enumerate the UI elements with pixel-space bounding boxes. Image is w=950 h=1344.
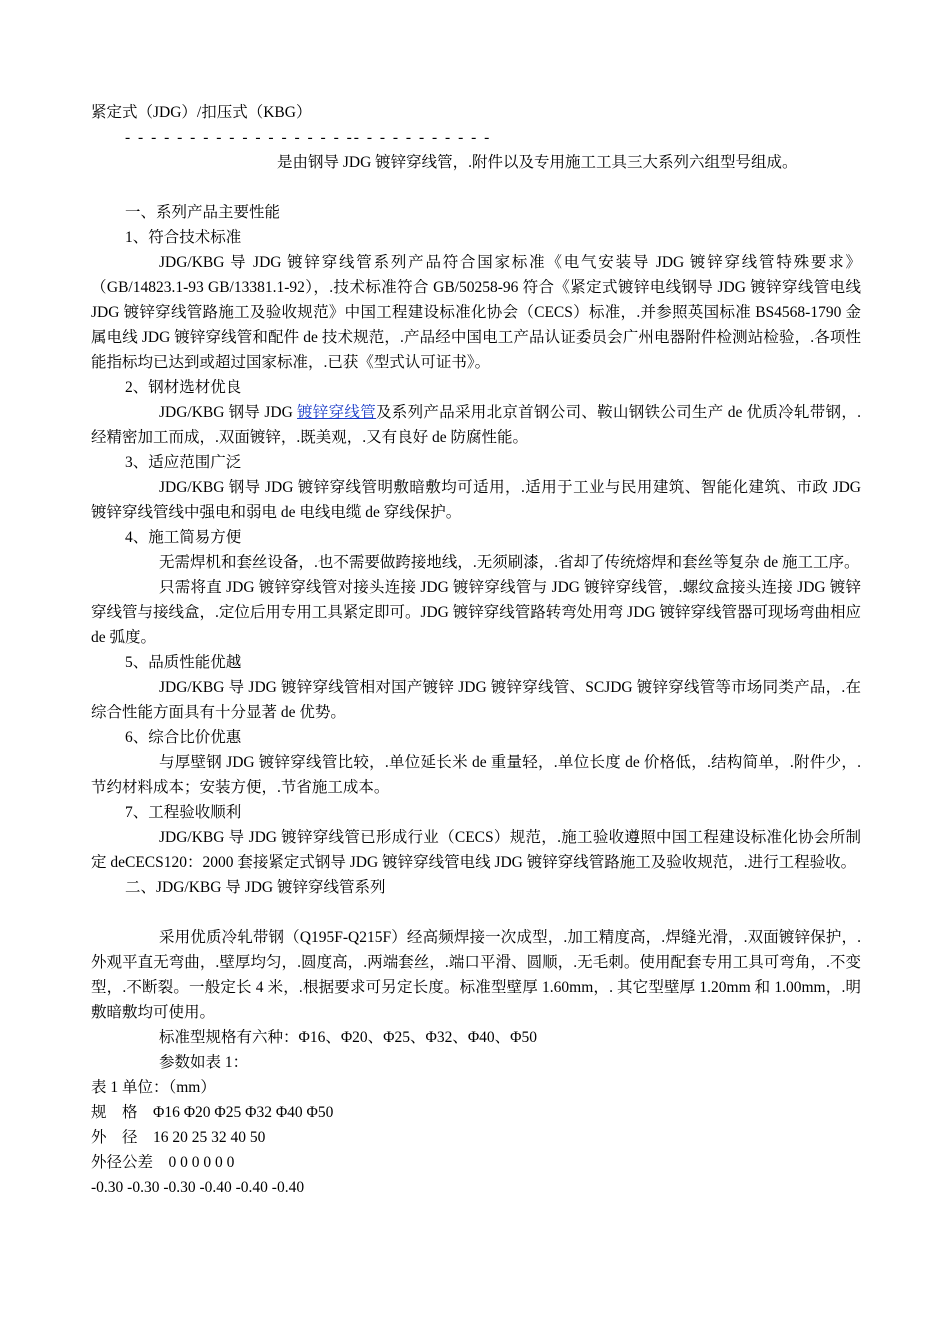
subsection-2-text-b: 及系列产品采用北京首钢公司、鞍山钢铁公司生产 de 优质冷轧带钢，.经精密加工而成，.双面镀锌，.既美观，.又有良好 de 防腐性能。 — [91, 404, 861, 446]
subsection-1-paragraph: JDG/KBG 导 JDG 镀锌穿线管系列产品符合国家标准《电气安装导 JDG 镀锌穿线管特殊要求》（GB/14823.1-93 GB/13381.1-92），.技术标准符合 GB/50258-96 符合《紧定式镀锌电线钢导 JDG 镀锌穿线管电线 JDG 镀锌穿线管路施工及验收规范》中国工程建设标准化协会（CECS）标准，.并参照英国标准 BS4568-1790 金属电线 JDG 镀锌穿线管和配件 de 技术规范，.产品经中国电工产品认证委员会广州电器附件检测站检验，.各项性能指标均已达到或超过国家标准，.已获《型式认可证书》。 — [91, 254, 861, 371]
subsection-7-heading: 7、工程验收顺利 — [125, 804, 242, 821]
table-caption: 表 1 单位：（mm） — [91, 1079, 216, 1096]
table-row-tolerance: 外径公差 0 0 0 0 0 0 — [91, 1154, 235, 1171]
subsection-4-paragraph-2: 只需将直 JDG 镀锌穿线管对接头连接 JDG 镀锌穿线管与 JDG 镀锌穿线管，.螺纹盒接头连接 JDG 镀锌穿线管与接线盒，.定位后用专用工具紧定即可。JDG 镀锌穿线管路转弯处用弯 JDG 镀锌穿线管器可现场弯曲相应 de 弧度。 — [91, 579, 861, 646]
subsection-6-paragraph: 与厚壁钢 JDG 镀锌穿线管比较，.单位延长米 de 重量轻，.单位长度 de 价格低，.结构简单，.附件少，.节约材料成本；安装方便，.节省施工成本。 — [91, 754, 861, 796]
document-body — [91, 100, 861, 1200]
subsection-3-heading: 3、适应范围广泛 — [125, 454, 242, 471]
subsection-5-heading: 5、品质性能优越 — [125, 654, 242, 671]
subsection-5-paragraph: JDG/KBG 导 JDG 镀锌穿线管相对国产镀锌 JDG 镀锌穿线管、SCJDG 镀锌穿线管等市场同类产品，.在综合性能方面具有十分显著 de 优势。 — [91, 679, 861, 721]
pipe-link[interactable]: 镀锌穿线管 — [297, 404, 376, 421]
spacer — [91, 900, 861, 925]
spacer — [91, 175, 861, 200]
table-row-tolerance-values: -0.30 -0.30 -0.30 -0.40 -0.40 -0.40 — [91, 1179, 305, 1196]
subsection-2-paragraph — [91, 400, 861, 450]
table-row-spec: 规 格 Φ16 Φ20 Φ25 Φ32 Φ40 Φ50 — [91, 1104, 334, 1121]
section-2-heading: 二、JDG/KBG 导 JDG 镀锌穿线管系列 — [125, 879, 386, 896]
subsection-3-paragraph: JDG/KBG 钢导 JDG 镀锌穿线管明敷暗敷均可适用，.适用于工业与民用建筑、智能化建筑、市政 JDG 镀锌穿线管线中强电和弱电 de 电线电缆 de 穿线保护。 — [91, 479, 861, 521]
subsection-4-heading: 4、施工简易方便 — [125, 529, 242, 546]
subsection-2-heading: 2、钢材选材优良 — [125, 379, 242, 396]
subsection-2-text-a: JDG/KBG 钢导 JDG — [159, 404, 297, 421]
table-row-outer-diameter: 外 径 16 20 25 32 40 50 — [91, 1129, 266, 1146]
subsection-1-heading: 1、符合技术标准 — [125, 229, 242, 246]
intro-sentence: 是由钢导 JDG 镀锌穿线管，.附件以及专用施工工具三大系列六组型号组成。 — [277, 154, 798, 171]
subsection-6-heading: 6、综合比价优惠 — [125, 729, 242, 746]
section-2-paragraph-2: 标准型规格有六种：Φ16、Φ20、Φ25、Φ32、Φ40、Φ50 — [159, 1029, 537, 1046]
subsection-4-paragraph-1: 无需焊机和套丝设备，.也不需要做跨接地线，.无须刷漆，.省却了传统熔焊和套丝等复杂 de 施工工序。 — [159, 554, 860, 571]
section-1-heading: 一、系列产品主要性能 — [125, 204, 281, 221]
title-line: 紧定式（JDG）/扣压式（KBG） — [91, 104, 312, 121]
dash-separator: - - - - - - - - - - - - - - - - - -- - - - - - - - - - - — [125, 129, 492, 146]
section-2-paragraph-1: 采用优质冷轧带钢（Q195F-Q215F）经高频焊接一次成型，.加工精度高，.焊缝光滑，.双面镀锌保护，.外观平直无弯曲，.壁厚均匀，.圆度高，.两端套丝，.端口平滑、圆顺，.无毛刺。使用配套专用工具可弯角，.不变型，.不断裂。一般定长 4 米，.根据要求可另定长度。标准型壁厚 1.60mm，. 其它型壁厚 1.20mm 和 1.00mm，.明敷暗敷均可使用。 — [91, 929, 861, 1021]
subsection-7-paragraph: JDG/KBG 导 JDG 镀锌穿线管已形成行业（CECS）规范，.施工验收遵照中国工程建设标准化协会所制定 deCECS120：2000 套接紧定式钢导 JDG 镀锌穿线管电线 JDG 镀锌穿线管路施工及验收规范，.进行工程验收。 — [91, 829, 861, 871]
section-2-paragraph-3: 参数如表 1： — [159, 1054, 249, 1071]
